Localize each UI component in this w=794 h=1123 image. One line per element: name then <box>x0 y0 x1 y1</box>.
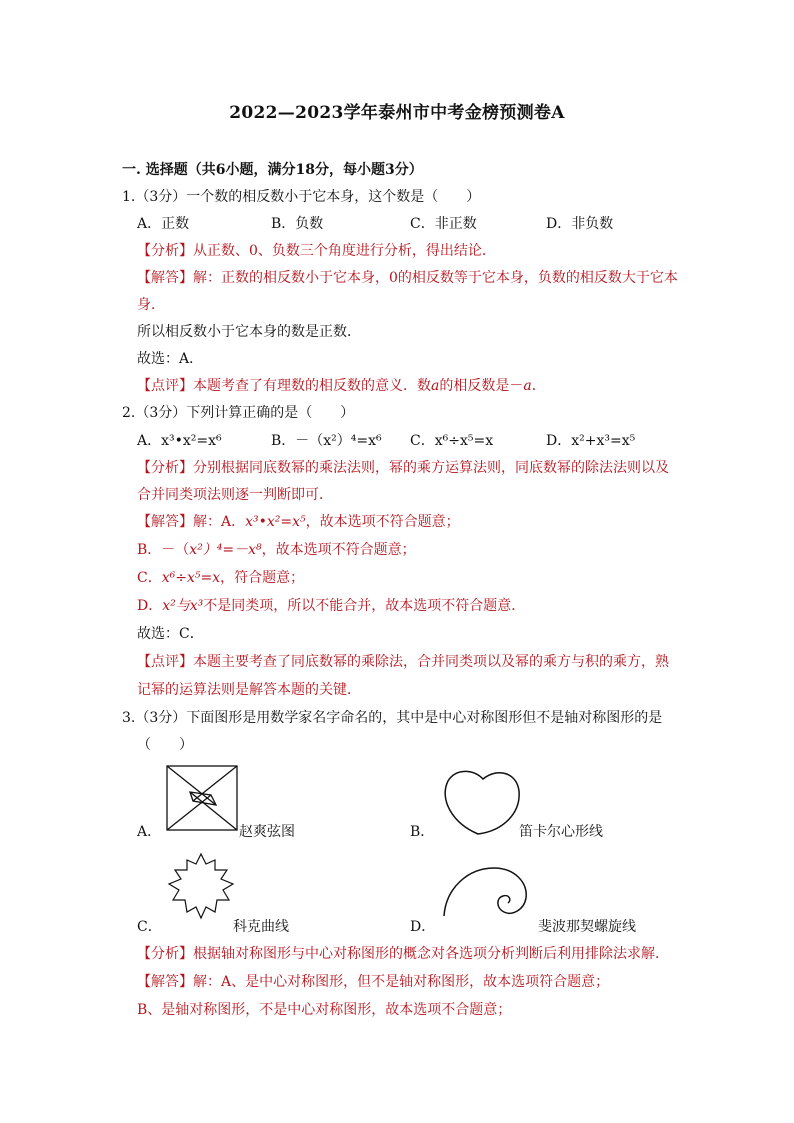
q2-option-b: B．－（x²）⁴=x⁶ <box>271 433 382 449</box>
q3-option-d-label: D． <box>410 919 436 935</box>
koch-curve-figure <box>163 852 239 922</box>
analysis-tag: 【分析】 <box>137 460 193 476</box>
q2-stem: 2.（3分）下列计算正确的是（ ） <box>122 405 355 421</box>
q2-solution-a <box>137 512 460 532</box>
q2-sol-c-suffix: ，符合题意； <box>220 570 305 586</box>
fibonacci-spiral-figure <box>440 862 530 918</box>
q1-option-a: A．正数 <box>137 216 190 232</box>
comment-tag: 【点评】 <box>137 378 193 394</box>
analysis-tag: 【分析】 <box>137 243 193 259</box>
q1-option-c: C．非正数 <box>410 216 477 232</box>
q2-option-c: C．x⁶÷x⁵=x <box>410 433 494 449</box>
q2-sol-b-prefix: B．－（ <box>137 542 190 558</box>
q1-solution-text1: 解：正数的相反数小于它本身，0的相反数等于它本身，负数的相反数大于它本 <box>193 270 678 286</box>
q3-figure-d-name: 斐波那契螺旋线 <box>538 919 636 935</box>
q1-solution-line2: 身． <box>137 297 165 313</box>
q1-comment-var: a <box>431 378 440 394</box>
q2-sol-b-expr: x²）⁴=－x⁸ <box>189 542 262 558</box>
q2-comment-text1: 本题主要考查了同底数幂的乘除法，合并同类项以及幂的乘方与积的乘方，熟 <box>193 654 669 670</box>
q2-sol-b-suffix: ，故本选项不符合题意； <box>261 542 416 558</box>
solution-tag: 【解答】 <box>137 514 193 530</box>
q3-figure-c-name: 科克曲线 <box>233 919 289 935</box>
analysis-tag: 【分析】 <box>137 946 193 962</box>
q2-solution-c <box>137 568 304 588</box>
solution-tag: 【解答】 <box>137 974 193 990</box>
q2-comment-line2: 记幂的运算法则是解答本题的关键． <box>137 682 361 698</box>
q1-stem: 1.（3分）一个数的相反数小于它本身，这个数是（ ） <box>122 189 481 205</box>
q2-comment-line1 <box>137 652 669 672</box>
q3-option-b-label: B． <box>410 824 435 840</box>
q3-solution-line2: B、是轴对称图形，不是中心对称图形，故本选项不合题意； <box>137 1002 512 1018</box>
q2-sol-a-expr: x³•x²=x⁵ <box>245 514 306 530</box>
q1-comment-c: ． <box>531 378 546 394</box>
q3-stem-line1: 3.（3分）下面图形是用数学家名字命名的，其中是中心对称图形但不是轴对称图形的是 <box>122 710 663 726</box>
q2-sol-d-expr: x²与x³ <box>162 598 204 614</box>
q3-figure-a-name: 赵爽弦图 <box>239 824 295 840</box>
q2-analysis-text1: 分别根据同底数幂的乘法法则，幂的乘方运算法则，同底数幂的除法法则以及 <box>193 460 669 476</box>
q2-sol-a-suffix: ，故本选项不符合题意； <box>305 514 460 530</box>
q2-sol-d-prefix: D． <box>137 598 163 614</box>
q2-analysis-line1 <box>137 458 669 478</box>
q3-option-c-label: C． <box>137 919 162 935</box>
q3-solution-line1 <box>137 972 609 992</box>
q1-option-d: D．非负数 <box>546 216 614 232</box>
q3-solution-text1: 解：A、是中心对称图形，但不是轴对称图形，故本选项符合题意； <box>193 974 610 990</box>
q1-comment-a: 本题考查了有理数的相反数的意义．数 <box>193 378 431 394</box>
q2-sol-c-expr: x⁶÷x⁵=x <box>161 570 221 586</box>
q2-solution-b <box>137 540 416 560</box>
q2-choice: 故选：C． <box>137 626 204 642</box>
q1-analysis-text: 从正数、0、负数三个角度进行分析，得出结论． <box>193 243 496 259</box>
q2-sol-d-suffix: 不是同类项，所以不能合并，故本选项不符合题意． <box>203 598 526 614</box>
section-heading: 一. 选择题（共6小题，满分18分，每小题3分） <box>122 162 423 178</box>
cardioid-figure <box>440 765 526 841</box>
q2-option-a: A．x³•x²=x⁶ <box>137 433 222 449</box>
q3-option-a-label: A． <box>137 824 162 840</box>
q2-analysis-line2: 合并同类项法则逐一判断即可． <box>137 487 333 503</box>
q2-solution-d <box>137 596 525 616</box>
q1-comment-var2: a <box>523 378 532 394</box>
q3-analysis <box>137 944 669 964</box>
q1-analysis <box>137 241 496 261</box>
q1-solution-line3: 所以相反数小于它本身的数是正数． <box>137 324 361 340</box>
q2-sol-a-prefix: 解：A． <box>193 514 246 530</box>
q1-solution-line1 <box>137 268 678 288</box>
q1-option-b: B．负数 <box>271 216 324 232</box>
comment-tag: 【点评】 <box>137 654 193 670</box>
zhao-shuang-diagram-figure <box>166 765 238 831</box>
q1-comment <box>137 376 546 396</box>
q2-option-d: D．x²+x³=x⁵ <box>546 433 636 449</box>
q1-comment-b: 的相反数是－ <box>439 378 524 394</box>
q3-figure-b-name: 笛卡尔心形线 <box>519 824 603 840</box>
q2-sol-c-prefix: C． <box>137 570 162 586</box>
q3-stem-line2: （ ） <box>137 737 193 753</box>
q3-analysis-text: 根据轴对称图形与中心对称图形的概念对各选项分析判断后利用排除法求解． <box>193 946 669 962</box>
solution-tag: 【解答】 <box>137 270 193 286</box>
q1-choice: 故选：A． <box>137 351 204 367</box>
page-title: 2022—2023学年泰州市中考金榜预测卷A <box>229 103 565 123</box>
